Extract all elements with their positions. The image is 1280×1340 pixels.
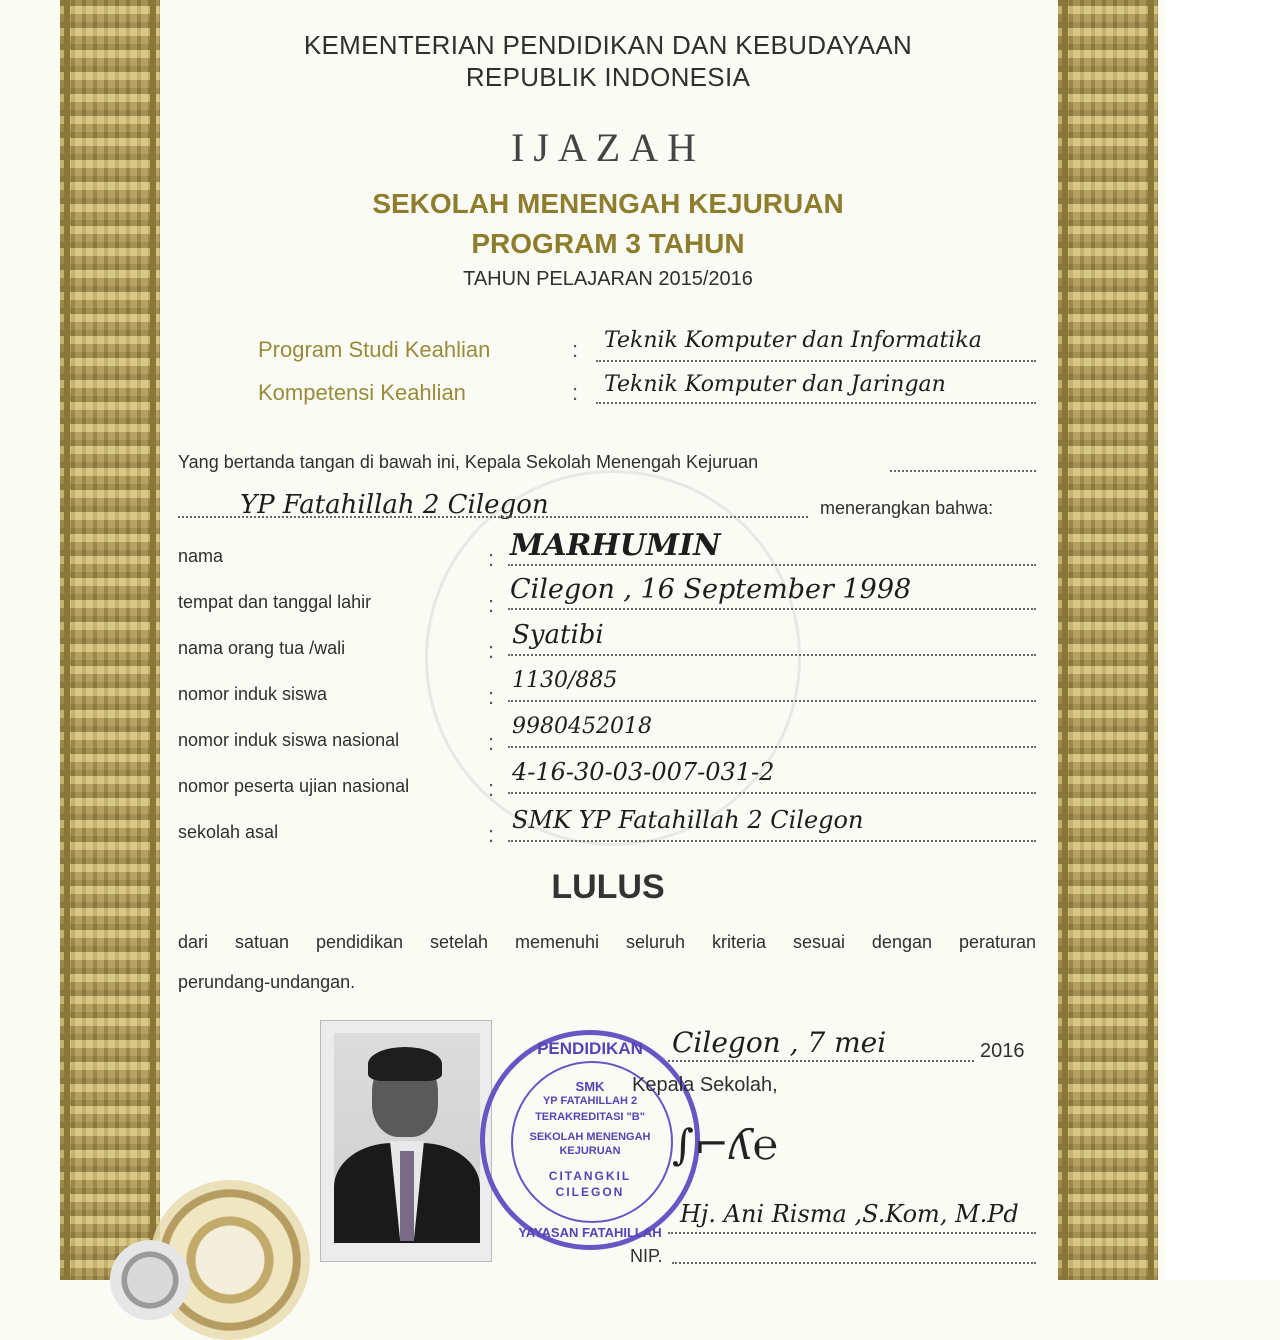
field-label-nis: nomor induk siswa — [178, 684, 328, 704]
competency-label: Kompetensi Keahlian — [258, 380, 466, 405]
dotted-line — [668, 1060, 974, 1062]
dotted-line — [596, 360, 1036, 362]
dotted-line — [508, 746, 1036, 748]
field-value-origin-school: SMK YP Fatahillah 2 Cilegon — [512, 806, 864, 834]
program-value: Teknik Komputer dan Informatika — [604, 328, 982, 353]
dotted-line — [508, 792, 1036, 794]
field-value-nis: 1130/885 — [512, 668, 618, 693]
stamp-line7: CILEGON — [555, 1185, 625, 1199]
field-label-birth: tempat dan tanggal lahir — [178, 592, 372, 612]
stamp-line2: YP FATAHILLAH 2 — [542, 1095, 638, 1107]
field-label-parent: nama orang tua /wali — [178, 638, 346, 658]
dotted-line — [508, 608, 1036, 610]
stamp-top-text: PENDIDIKAN — [537, 1039, 643, 1058]
stamp-line5: KEJURUAN — [559, 1145, 621, 1157]
field-label-name: nama — [178, 546, 224, 566]
statement-declares: menerangkan bahwa: — [820, 498, 994, 518]
stamp-line1: SMK — [575, 1079, 605, 1094]
closing-text-line2: perundang-undangan. — [178, 972, 356, 992]
graduation-result: LULUS — [551, 868, 665, 906]
colon: : — [572, 337, 579, 362]
dotted-line — [508, 840, 1036, 842]
principal-signature: ∫⌐ʎ℮ — [672, 1120, 779, 1169]
stamp-bottom-text: YAYASAN FATAHILLAH — [518, 1225, 662, 1240]
closing-text-line1: dari satuan pendidikan setelah memenuhi seluruh kriteria sesuai dengan peraturan — [178, 932, 1036, 952]
program-duration: PROGRAM 3 TAHUN — [471, 228, 745, 259]
school-name-value: YP Fatahillah 2 Cilegon — [240, 490, 549, 520]
colon: : — [572, 380, 579, 405]
stamp-line4: SEKOLAH MENENGAH — [529, 1131, 651, 1143]
principal-name: Hj. Ani Risma ,S.Kom, M.Pd — [680, 1200, 1019, 1228]
field-value-birth: Cilegon , 16 September 1998 — [510, 574, 912, 605]
emblem-seal — [110, 1240, 190, 1320]
colon: : — [488, 592, 495, 617]
field-label-nisn: nomor induk siswa nasional — [178, 730, 400, 750]
nip-label: NIP. — [630, 1246, 663, 1266]
school-stamp — [480, 1030, 700, 1250]
watermark-emblem — [425, 470, 801, 846]
statement-intro: Yang bertanda tangan di bawah ini, Kepala Sekolah Menengah Kejuruan — [178, 452, 759, 472]
colon: : — [488, 730, 495, 755]
country-name: REPUBLIK INDONESIA — [465, 62, 751, 92]
field-value-parent: Syatibi — [512, 620, 604, 650]
colon: : — [488, 638, 495, 663]
stamp-line6: CITANGKIL — [548, 1169, 632, 1183]
ministry-name: KEMENTERIAN PENDIDIKAN DAN KEBUDAYAAN — [303, 30, 913, 60]
school-type: SEKOLAH MENENGAH KEJURUAN — [372, 188, 844, 219]
signing-year: 2016 — [980, 1040, 1025, 1062]
dotted-line — [178, 516, 808, 518]
academic-year: TAHUN PELAJARAN 2015/2016 — [463, 268, 753, 290]
principal-role: Kepala Sekolah, — [632, 1074, 778, 1096]
colon: : — [488, 684, 495, 709]
competency-value: Teknik Komputer dan Jaringan — [604, 372, 946, 397]
student-photo — [334, 1033, 480, 1243]
program-label: Program Studi Keahlian — [258, 337, 491, 362]
dotted-line — [508, 564, 1036, 566]
field-value-exam-number: 4-16-30-03-007-031-2 — [512, 758, 775, 786]
colon: : — [488, 776, 495, 801]
dotted-line — [668, 1232, 1036, 1234]
dotted-line — [508, 700, 1036, 702]
field-label-origin-school: sekolah asal — [178, 822, 279, 842]
colon: : — [488, 546, 495, 571]
field-label-exam-number: nomor peserta ujian nasional — [178, 776, 410, 796]
dotted-line — [596, 402, 1036, 404]
dotted-line — [508, 654, 1036, 656]
field-value-name: MARHUMIN — [510, 528, 721, 563]
document-title: IJAZAH — [511, 125, 705, 170]
stamp-line3: TERAKREDITASI "B" — [535, 1111, 645, 1123]
colon: : — [488, 822, 495, 847]
dotted-line — [672, 1262, 1036, 1264]
signing-place-date: Cilegon , 7 mei — [672, 1026, 887, 1059]
dotted-line — [890, 470, 1036, 472]
field-value-nisn: 9980452018 — [512, 714, 652, 739]
